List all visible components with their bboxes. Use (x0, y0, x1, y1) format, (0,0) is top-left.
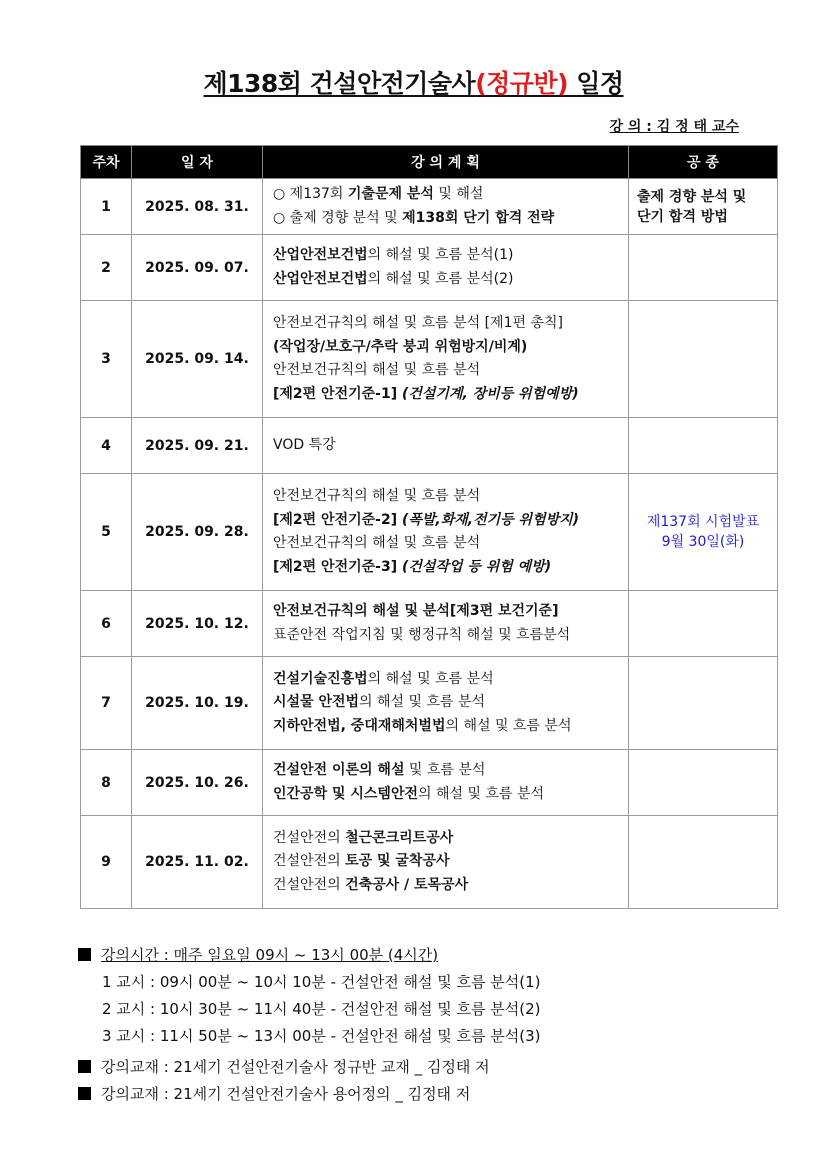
week-cell: 3 (81, 301, 132, 418)
class-hours (78, 942, 541, 969)
plan-line (273, 207, 628, 231)
plan-line (273, 183, 628, 207)
plan-cell (263, 657, 629, 750)
date-cell: 2025. 09. 21. (132, 418, 263, 474)
table-row (81, 657, 778, 750)
note-cell (629, 235, 778, 301)
plan-text: 건설안전의 (273, 829, 346, 846)
header-plan: 강 의 계 획 (263, 146, 629, 179)
plan-text: 철근콘크리트공사 (345, 829, 454, 846)
note-cell (629, 179, 778, 235)
note-cell (629, 474, 778, 591)
plan-line (273, 485, 628, 509)
plan-text: (작업장/보호구/추락 붕괴 위험방지/비계) (273, 338, 528, 355)
plan-text: 건설기술진흥법 (273, 670, 368, 687)
plan-line (273, 600, 628, 624)
week-cell: 8 (81, 750, 132, 816)
plan-text: 인간공학 및 시스템안전 (273, 785, 418, 802)
table-row (81, 301, 778, 418)
plan-text: 건설안전 이론의 해설 (273, 762, 405, 778)
table-row (81, 474, 778, 591)
week-cell: 4 (81, 418, 132, 474)
class-hours-text: 강의시간 : 매주 일요일 09시 ~ 13시 00분 (4시간) (101, 946, 439, 964)
square-bullet-icon (78, 948, 91, 961)
date-cell: 2025. 09. 28. (132, 474, 263, 591)
plan-cell (263, 418, 629, 474)
week-cell: 5 (81, 474, 132, 591)
header-date: 일 자 (132, 146, 263, 179)
plan-text: 표준안전 작업지침 및 행정규칙 해설 및 흐름분석 (273, 626, 571, 643)
date-cell: 2025. 10. 26. (132, 750, 263, 816)
plan-line (273, 827, 628, 851)
note-cell (629, 591, 778, 657)
period-1: 1 교시 : 09시 00분 ~ 10시 10분 - 건설안전 해설 및 흐름 분석(1) (102, 973, 541, 991)
textbook-2-text: 강의교재 : 21세기 건설안전기술사 용어정의 _ 김정태 저 (101, 1085, 471, 1103)
table-header-row (81, 146, 778, 179)
week-cell: 7 (81, 657, 132, 750)
header-note: 공 종 (629, 146, 778, 179)
plan-cell (263, 179, 629, 235)
plan-text: 안전보건규칙의 해설 및 흐름 분석 (273, 535, 481, 551)
plan-cell (263, 816, 629, 909)
plan-text: 기출문제 분석 (347, 186, 434, 202)
date-cell: 2025. 11. 02. (132, 816, 263, 909)
square-bullet-icon (78, 1087, 91, 1100)
plan-text: (폭발,화재,전기등 위험방지) (401, 511, 580, 528)
title-main: 제138회 건설안전기술사 (203, 69, 476, 98)
plan-text: 건설안전의 (273, 853, 346, 870)
plan-text: (건설기계, 장비등 위험예방) (401, 385, 579, 402)
plan-text: 안전보건규칙의 해설 및 흐름 분석 (273, 362, 481, 378)
note-cell (629, 418, 778, 474)
plan-text: 지하안전법, 중대재해처벌법 (273, 717, 446, 734)
plan-line (273, 336, 628, 360)
plan-line (273, 850, 628, 874)
note-line: 제137회 시험발표 (646, 514, 760, 530)
plan-text: [제2편 안전기준-1] (273, 385, 402, 402)
plan-line (273, 359, 628, 383)
table-row (81, 235, 778, 301)
plan-text: 안전보건규칙의 해설 및 분석[제3편 보건기준] (273, 603, 559, 619)
plan-text: 건설안전의 (273, 876, 346, 893)
plan-line (273, 783, 628, 807)
square-bullet-icon (78, 1060, 91, 1073)
textbook-2 (78, 1081, 541, 1108)
page-title (203, 64, 623, 100)
plan-text: 의 해설 및 흐름 분석 (445, 717, 572, 734)
plan-line (273, 759, 628, 783)
plan-text: 의 해설 및 흐름 분석 (367, 670, 494, 687)
plan-text: 의 해설 및 흐름 분석(2) (367, 270, 514, 287)
date-cell: 2025. 09. 14. (132, 301, 263, 418)
table-row (81, 179, 778, 235)
plan-line (273, 268, 628, 292)
textbook-1-text: 강의교재 : 21세기 건설안전기술사 정규반 교재 _ 김정태 저 (101, 1058, 490, 1076)
plan-line (273, 244, 628, 268)
schedule-table (80, 145, 778, 909)
date-cell: 2025. 10. 12. (132, 591, 263, 657)
note-cell (629, 301, 778, 418)
plan-line (273, 624, 628, 648)
plan-text: 토공 및 굴착공사 (345, 853, 450, 870)
plan-text: 의 해설 및 흐름 분석 (418, 785, 544, 802)
plan-text: VOD 특강 (273, 436, 336, 453)
plan-cell (263, 301, 629, 418)
table-row (81, 816, 778, 909)
note-line: 9월 30일(화) (661, 534, 745, 550)
plan-line (273, 874, 628, 898)
plan-line (273, 312, 628, 336)
plan-line (273, 556, 628, 580)
table-row (81, 750, 778, 816)
plan-text: 산업안전보건법 (273, 247, 368, 263)
date-cell: 2025. 10. 19. (132, 657, 263, 750)
title-wrap (0, 64, 827, 100)
note-line: 단기 합격 방법 (637, 208, 728, 225)
plan-text: [제2편 안전기준-2] (273, 511, 402, 528)
textbook-1 (78, 1054, 541, 1081)
plan-line (273, 509, 628, 533)
note-cell (629, 657, 778, 750)
plan-text: [제2편 안전기준-3] (273, 558, 402, 575)
title-suffix: 일정 (568, 69, 624, 98)
plan-text: 및 해설 (433, 186, 484, 202)
plan-text: 안전보건규칙의 해설 및 흐름 분석 [제1편 총칙] (273, 315, 563, 331)
plan-line (273, 532, 628, 556)
plan-line (273, 383, 628, 407)
table-body (81, 179, 778, 909)
plan-text: 의 해설 및 흐름 분석(1) (367, 247, 514, 263)
plan-text: 산업안전보건법 (273, 270, 368, 287)
plan-cell (263, 235, 629, 301)
plan-line (273, 434, 628, 458)
plan-line (273, 668, 628, 692)
plan-text: ○ 제137회 (273, 186, 348, 202)
header-week: 주차 (81, 146, 132, 179)
schedule-info (78, 942, 541, 1108)
table-row (81, 418, 778, 474)
note-line: 출제 경향 분석 및 (637, 188, 747, 205)
plan-text: 안전보건규칙의 해설 및 흐름 분석 (273, 488, 481, 504)
plan-cell (263, 750, 629, 816)
plan-cell (263, 591, 629, 657)
plan-text: 시설물 안전법 (273, 694, 360, 711)
note-cell (629, 750, 778, 816)
lecturer-label: 강 의 : 김 정 태 교수 (609, 119, 739, 135)
plan-text: 및 흐름 분석 (404, 762, 486, 778)
period-3: 3 교시 : 11시 50분 ~ 13시 00분 - 건설안전 해설 및 흐름 분석(3) (102, 1027, 541, 1045)
plan-text: 의 해설 및 흐름 분석 (359, 694, 486, 711)
plan-text: 건축공사 / 토목공사 (345, 876, 469, 893)
table-row (81, 591, 778, 657)
week-cell: 9 (81, 816, 132, 909)
plan-text: (건설작업 등 위험 예방) (401, 558, 552, 575)
date-cell: 2025. 09. 07. (132, 235, 263, 301)
date-cell: 2025. 08. 31. (132, 179, 263, 235)
note-cell (629, 816, 778, 909)
week-cell: 1 (81, 179, 132, 235)
plan-text: 제138회 단기 합격 전략 (402, 209, 555, 226)
plan-line (273, 691, 628, 715)
week-cell: 2 (81, 235, 132, 301)
week-cell: 6 (81, 591, 132, 657)
plan-text: ○ 출제 경향 분석 및 (273, 209, 403, 226)
plan-line (273, 715, 628, 739)
period-2: 2 교시 : 10시 30분 ~ 11시 40분 - 건설안전 해설 및 흐름 분석(2) (102, 1000, 541, 1018)
title-highlight: (정규반) (475, 69, 569, 98)
plan-cell (263, 474, 629, 591)
